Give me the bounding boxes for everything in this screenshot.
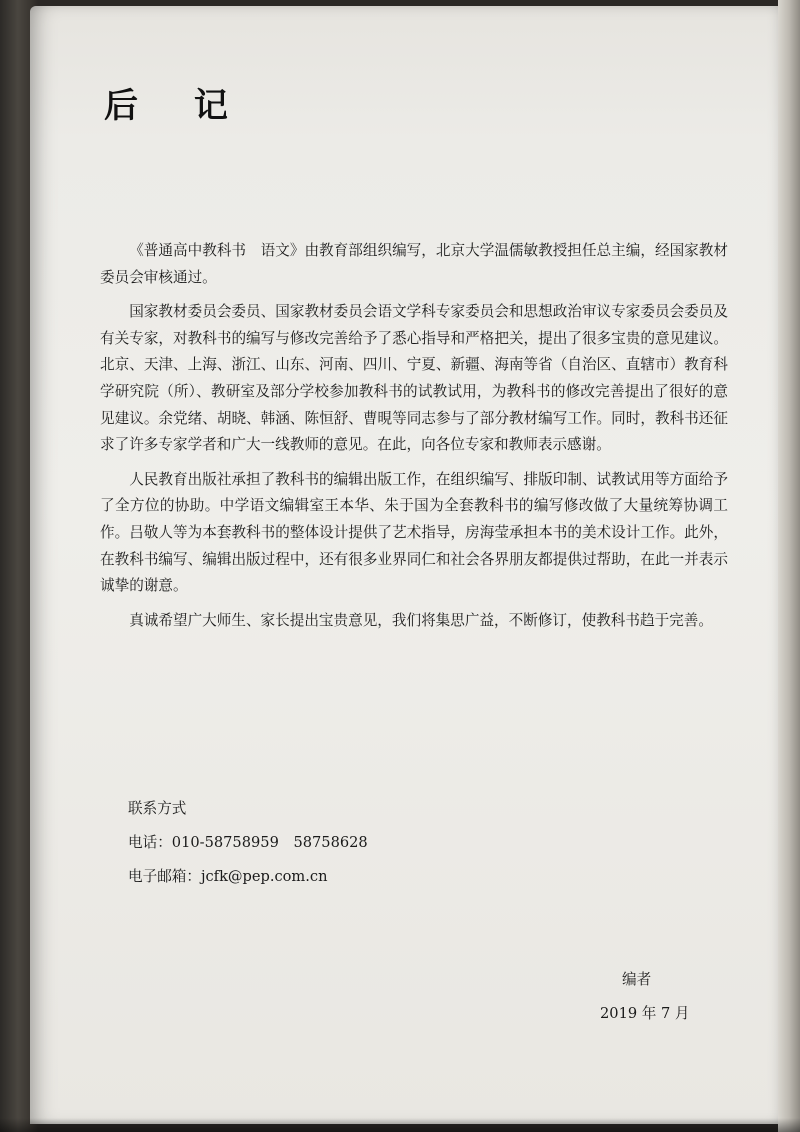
signature-date: 2019 年 7 月 bbox=[600, 1005, 690, 1022]
contact-phone: 电话：010-58758959 58758628 bbox=[128, 834, 368, 851]
bottom-shadow bbox=[0, 1118, 800, 1132]
paragraph-1: 《普通高中教科书 语文》由教育部组织编写，北京大学温儒敏教授担任总主编，经国家教材委员会审核通过。 bbox=[100, 242, 728, 286]
contact-block bbox=[128, 792, 368, 894]
paragraph-3: 人民教育出版社承担了教科书的编辑出版工作，在组织编写、排版印制、试教试用等方面给予了全方位的协助。中学语文编辑室王本华、朱于国为全套教科书的编写修改做了大量统筹协调工作。吕敬人等为本套教科书的整体设计提供了艺术指导，房海莹承担本书的美术设计工作。此外，在教科书编写、编辑出版过程中，还有很多业界同仁和社会各界朋友都提供过帮助，在此一并表示诚挚的谢意。 bbox=[100, 470, 728, 595]
signature-author: 编者 bbox=[622, 971, 652, 988]
book-page bbox=[30, 6, 782, 1124]
paragraph-4: 真诚希望广大师生、家长提出宝贵意见，我们将集思广益，不断修订，使教科书趋于完善。 bbox=[129, 611, 713, 629]
afterword-body bbox=[100, 238, 728, 642]
contact-heading: 联系方式 bbox=[128, 800, 187, 817]
contact-email: 电子邮箱：jcfk@pep.com.cn bbox=[128, 868, 328, 885]
page-title: 后 记 bbox=[104, 86, 250, 126]
page-stack-edge bbox=[778, 0, 800, 1132]
paragraph-2: 国家教材委员会委员、国家教材委员会语文学科专家委员会和思想政治审议专家委员会委员及有关专家，对教科书的编写与修改完善给予了悉心指导和严格把关，提出了很多宝贵的意见建议。北京、天津、上海、浙江、山东、河南、四川、宁夏、新疆、海南等省（自治区、直辖市）教育科学研究院（所）、教研室及部分学校参加教科书的试教试用，为教科书的修改完善提出了很好的意见建议。余党绪、胡晓、韩涵、陈恒舒、曹晛等同志参与了部分教材编写工作。同时，教科书还征求了许多专家学者和广大一线教师的意见。在此，向各位专家和教师表示感谢。 bbox=[100, 303, 728, 454]
